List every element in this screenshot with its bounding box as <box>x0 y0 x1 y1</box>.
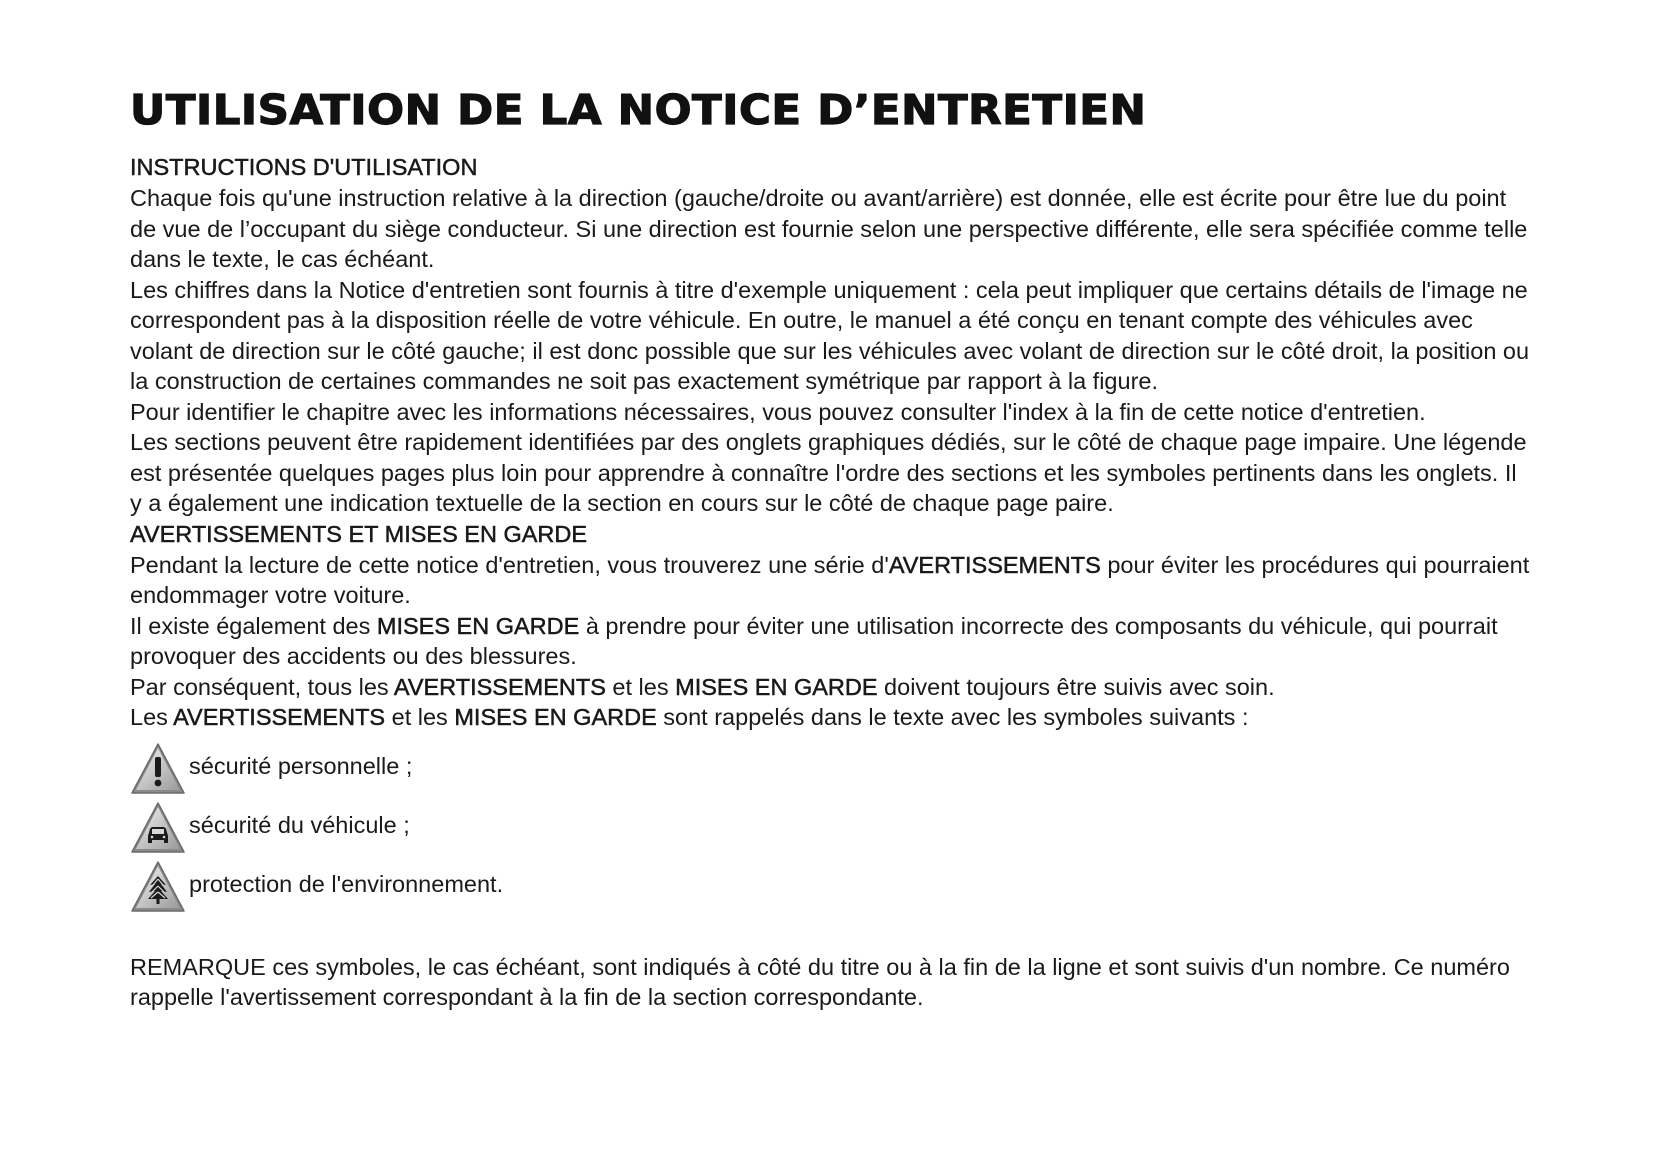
paragraph: Pour identifier le chapitre avec les informations nécessaires, vous pouvez consulter l'index à la fin de cette notice d'entretien. <box>130 398 1426 425</box>
text-run: Pendant la lecture de cette notice d'entretien, vous trouverez une série d' <box>130 551 889 578</box>
symbol-row-personal-safety <box>130 741 1530 800</box>
bold-term: MISES EN GARDE <box>675 673 878 700</box>
bold-term: AVERTISSEMENTS <box>393 673 606 700</box>
paragraph <box>130 550 1530 611</box>
remark-paragraph: REMARQUE ces symboles, le cas échéant, sont indiqués à côté du titre ou à la fin de la ligne et sont suivis d'un nombre. Ce numéro rappelle l'avertissement correspondant à la fin de la section correspondante. <box>130 953 1510 1010</box>
text-run: et les <box>385 704 455 730</box>
text-run: doivent toujours être suivis avec soin. <box>877 673 1275 700</box>
text-run: à prendre pour éviter une utilisation incorrecte des composants du véhicule, qui pourrait provoquer des accidents ou des blessures. <box>130 612 1498 669</box>
bold-term: MISES EN GARDE <box>376 612 580 639</box>
section-heading-warnings: AVERTISSEMENTS ET MISES EN GARDE <box>130 520 588 547</box>
document-page <box>130 84 1530 1013</box>
bold-term: MISES EN GARDE <box>454 704 657 730</box>
text-run: Les <box>130 704 174 730</box>
paragraph <box>130 702 1530 733</box>
page-title: UTILISATION DE LA NOTICE D’ENTRETIEN <box>130 86 1147 134</box>
symbol-label: sécurité personnelle ; <box>189 752 413 779</box>
vehicle-warning-icon <box>129 800 187 858</box>
tree-environment-icon <box>129 859 187 917</box>
symbol-row-vehicle-safety <box>130 800 1530 859</box>
text-run: sont rappelés dans le texte avec les symboles suivants : <box>656 704 1249 730</box>
text-run: pour éviter les procédures qui pourraient endommager votre voiture. <box>130 551 1530 608</box>
symbol-legend <box>130 741 1530 918</box>
paragraph <box>130 611 1530 672</box>
bold-term: AVERTISSEMENTS <box>888 551 1101 578</box>
bold-term: AVERTISSEMENTS <box>173 704 386 730</box>
text-run: et les <box>605 673 676 700</box>
paragraph <box>130 672 1530 703</box>
paragraph: Les sections peuvent être rapidement identifiées par des onglets graphiques dédiés, sur le côté de chaque page impaire. Une légende est présentée quelques pages plus loin pour apprendre à connaître l'ordre des sections et les symboles pertinents dans les onglets. Il y a également une indication textuelle de la section en cours sur le côté de chaque page paire. <box>130 429 1527 516</box>
paragraph: Chaque fois qu'une instruction relative à la direction (gauche/droite ou avant/arrière) est donnée, elle est écrite pour être lue du point de vue de l’occupant du siège conducteur. Si une direction est fournie selon une perspective différente, elle sera spécifiée comme telle dans le texte, le cas échéant. <box>130 185 1528 272</box>
text-run: Par conséquent, tous les <box>130 673 394 700</box>
section-heading-instructions: INSTRUCTIONS D'UTILISATION <box>130 154 478 180</box>
text-run: Il existe également des <box>130 612 377 639</box>
paragraph: Les chiffres dans la Notice d'entretien sont fournis à titre d'exemple uniquement : cela peut impliquer que certains détails de l'image ne correspondent pas à la disposition réelle de votre véhicule. En outre, le manuel a été conçu en tenant compte des véhicules avec volant de direction sur le côté gauche; il est donc possible que sur les véhicules avec volant de direction sur le côté droit, la position ou la construction de certaines commandes ne soit pas exactement symétrique par rapport à la figure. <box>130 276 1530 394</box>
exclamation-warning-icon <box>129 741 187 799</box>
symbol-label: sécurité du véhicule ; <box>189 811 410 838</box>
symbol-label: protection de l'environnement. <box>189 870 504 897</box>
symbol-row-environment <box>130 859 1530 918</box>
